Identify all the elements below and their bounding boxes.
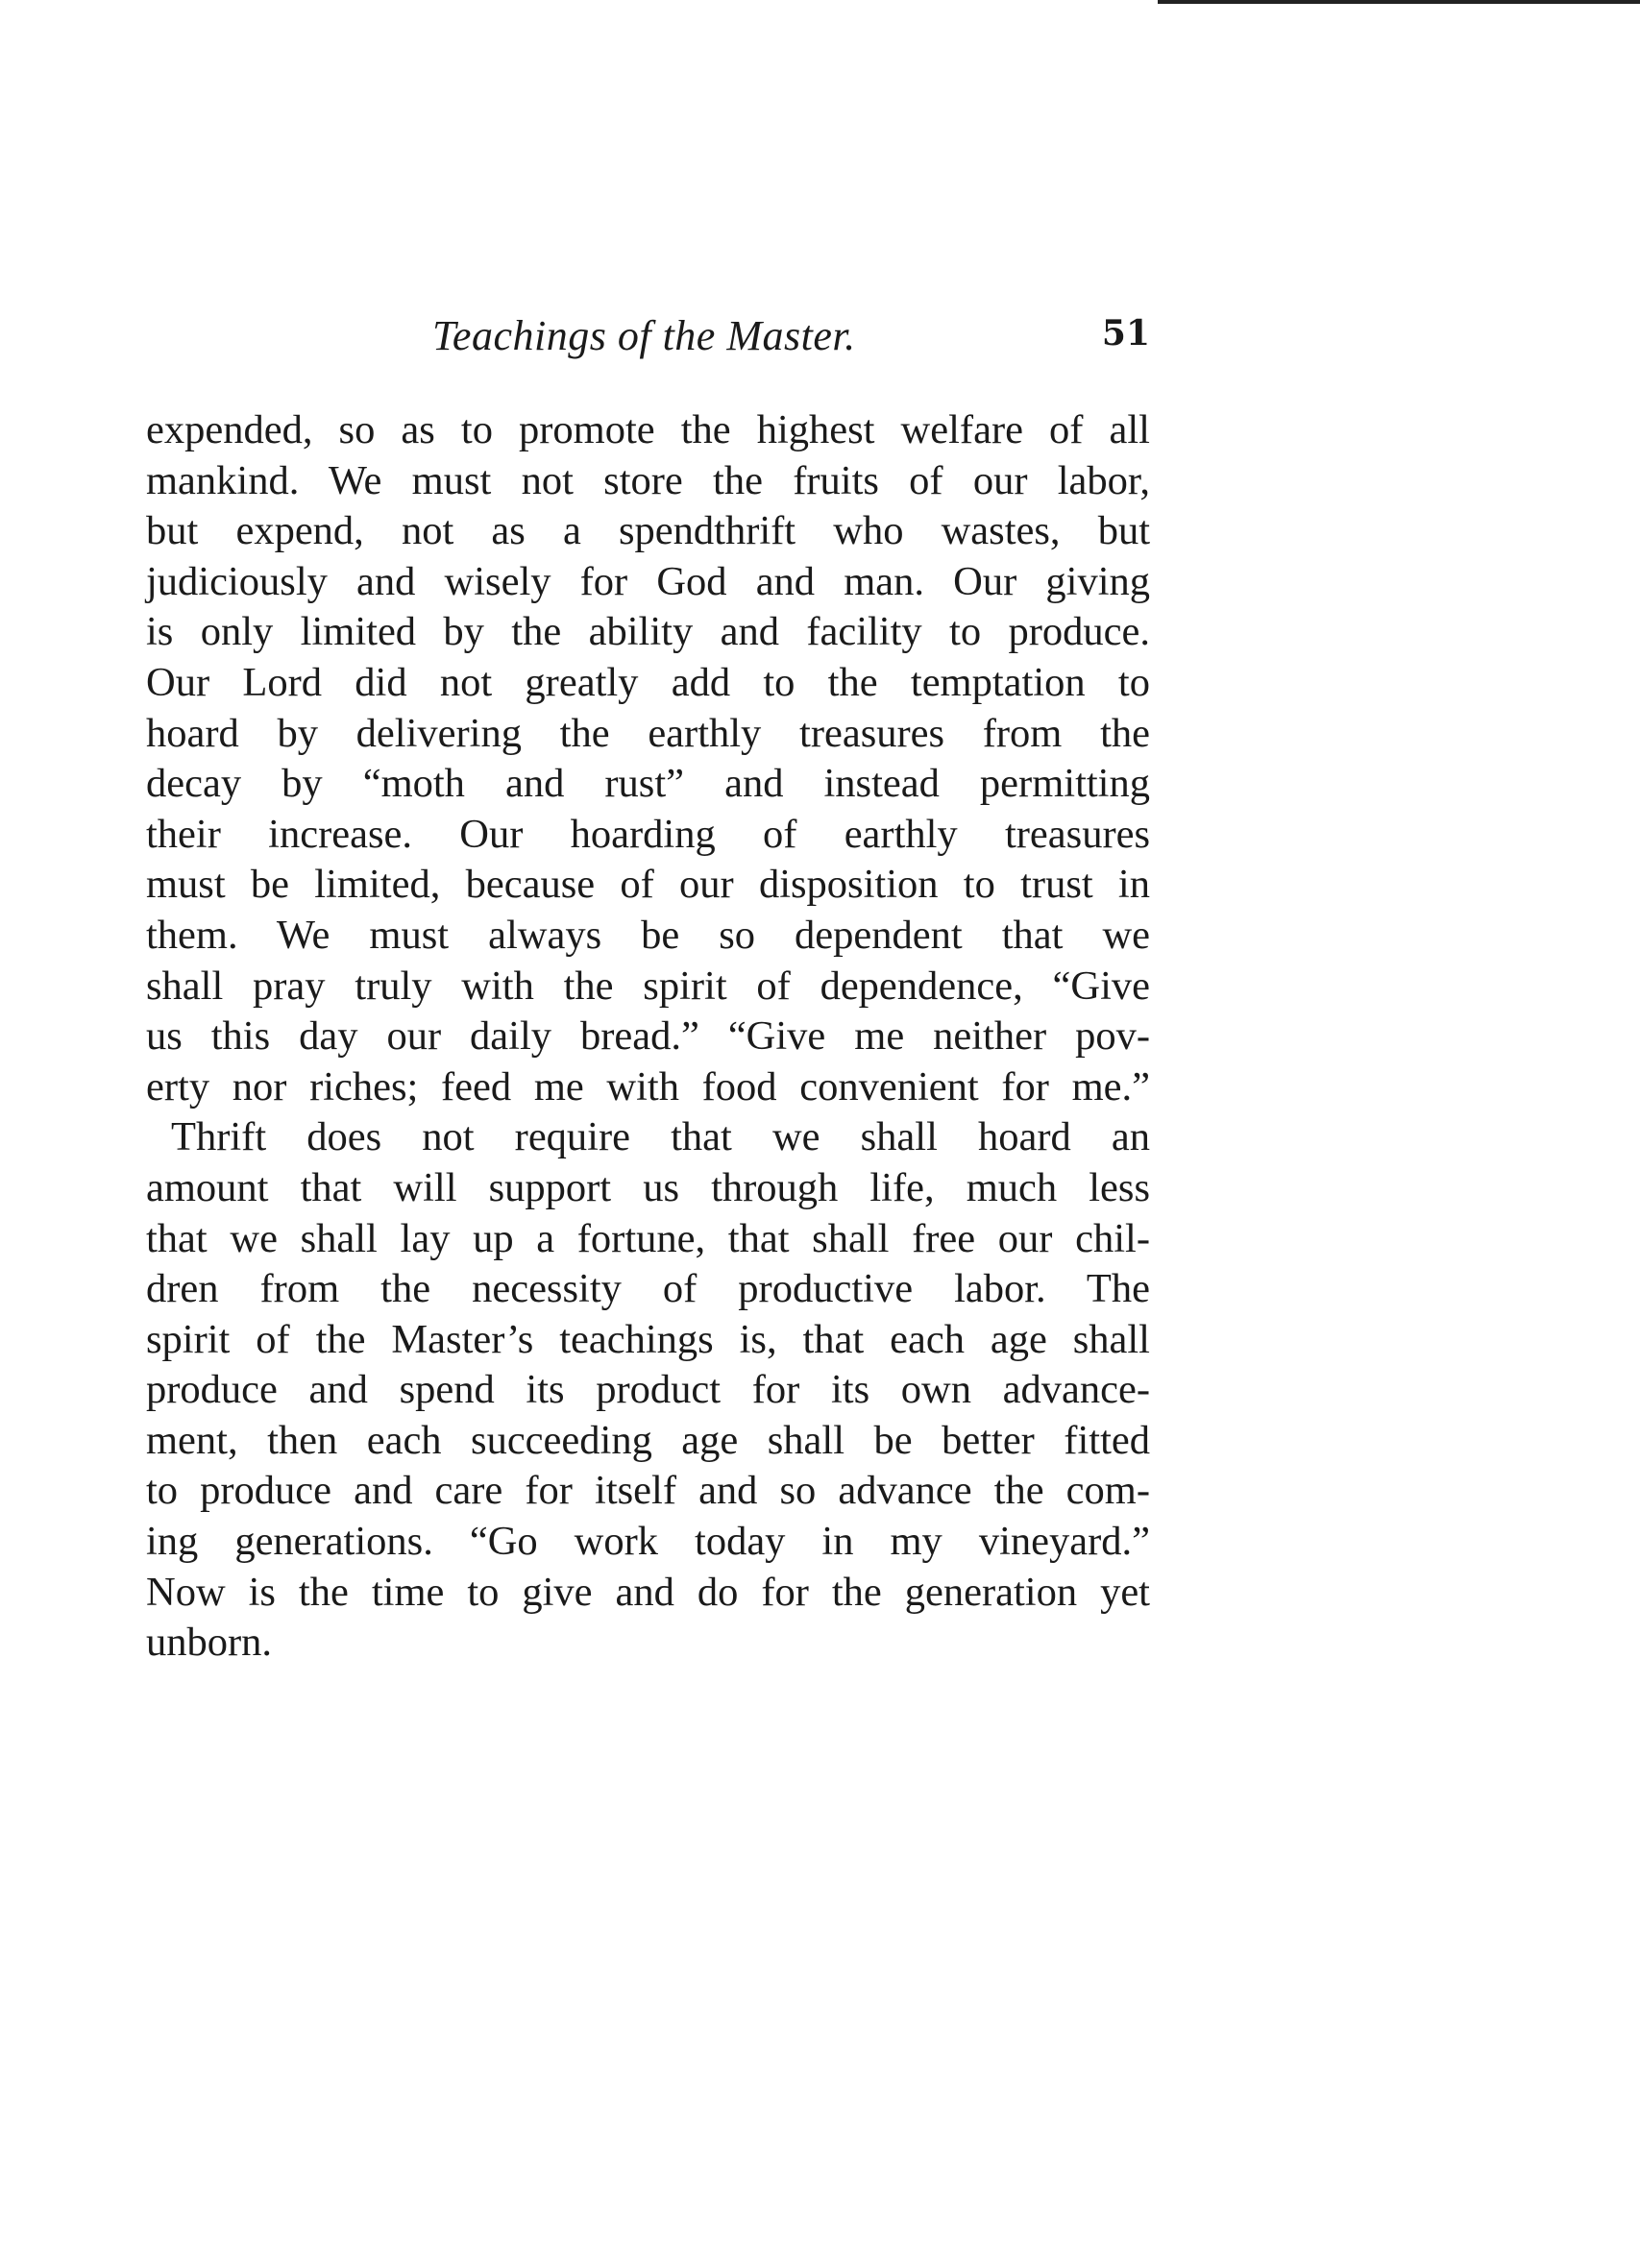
- text-line: but expend, not as a spendthrift who wastes, but: [146, 508, 1150, 554]
- text-line: to produce and care for itself and so advance the com-: [146, 1468, 1150, 1514]
- text-line: shall pray truly with the spirit of dependence, “Give: [146, 963, 1150, 1009]
- text-line: produce and spend its product for its own advance-: [146, 1367, 1150, 1413]
- text-line: erty nor riches; feed me with food convenient for me.”: [146, 1063, 1150, 1110]
- text-line: ing generations. “Go work today in my vineyard.”: [146, 1519, 1150, 1565]
- book-page: [146, 307, 1150, 1669]
- text-line: Our Lord did not greatly add to the temptation to: [146, 659, 1150, 705]
- page-number: 51: [1101, 313, 1150, 354]
- text-line: that we shall lay up a fortune, that shall free our chil-: [146, 1215, 1150, 1261]
- text-line: us this day our daily bread.” “Give me neither pov-: [146, 1013, 1150, 1060]
- running-head: [146, 307, 1150, 365]
- text-line: amount that will support us through life, much less: [146, 1164, 1150, 1210]
- running-title: Teachings of the Master.: [432, 312, 856, 359]
- paragraph-1: [146, 405, 1150, 1112]
- text-line: expended, so as to promote the highest welfare of all: [146, 407, 1150, 452]
- text-line: judiciously and wisely for God and man. Our giving: [146, 558, 1150, 604]
- text-line: their increase. Our hoarding of earthly treasures: [146, 811, 1150, 857]
- text-line: dren from the necessity of productive labor. The: [146, 1266, 1150, 1312]
- text-line: unborn.: [146, 1620, 273, 1666]
- paragraph-2: [146, 1112, 1150, 1669]
- scan-edge-rule: [1158, 0, 1640, 4]
- text-line: Now is the time to give and do for the generation yet: [146, 1569, 1150, 1615]
- text-line: mankind. We must not store the fruits of our labor,: [146, 457, 1150, 503]
- text-line: them. We must always be so dependent that we: [146, 912, 1150, 958]
- text-line: spirit of the Master’s teachings is, that each age shall: [146, 1316, 1150, 1362]
- text-line: hoard by delivering the earthly treasures from the: [146, 710, 1150, 756]
- text-line: decay by “moth and rust” and instead permitting: [146, 761, 1150, 807]
- text-line: must be limited, because of our disposition to trust in: [146, 862, 1150, 908]
- text-line: ment, then each succeeding age shall be better fitted: [146, 1417, 1150, 1463]
- text-line: is only limited by the ability and facility to produce.: [146, 609, 1150, 655]
- text-line: Thrift does not require that we shall hoard an: [171, 1114, 1150, 1160]
